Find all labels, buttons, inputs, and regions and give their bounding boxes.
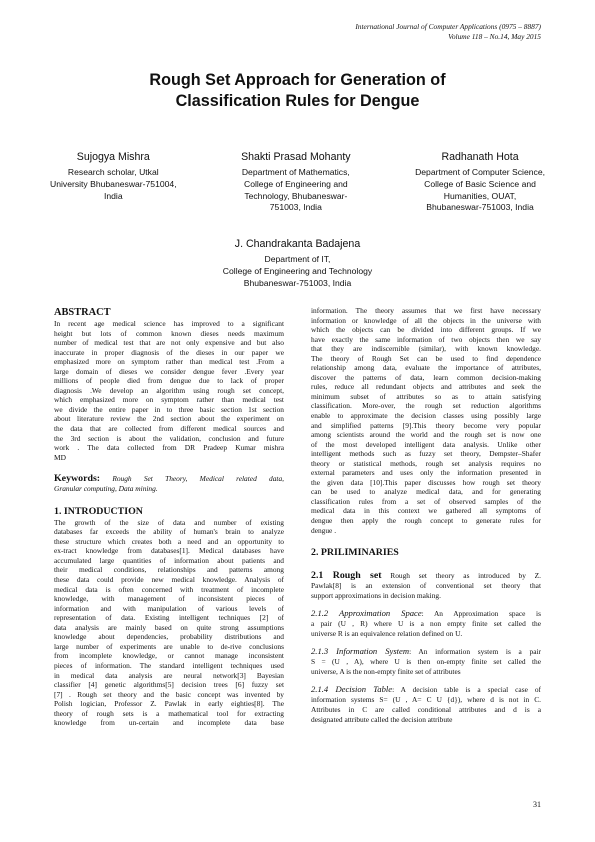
author-name: Sujogya Mishra <box>76 151 150 163</box>
abstract-heading: ABSTRACT <box>54 307 111 318</box>
affiliation-line: Bhubaneswar-751003, India <box>243 277 352 288</box>
rough-set-body <box>311 581 541 600</box>
affiliation-line: College of Engineering and Technology <box>222 265 373 276</box>
text-line: have exactly the same information of two objects then we say <box>311 334 541 344</box>
text-line: information systems S= (U , A= C U {d}), where d is not in C. <box>311 695 541 705</box>
text-line: knowledge, with management of inconsistent pieces of <box>54 594 284 604</box>
decision-table-heading: 2.1.4 Decision Table <box>311 684 393 695</box>
right-column-body <box>311 306 541 535</box>
text-line: that they are indiscernible (similar), with known knowledge. <box>311 344 541 354</box>
abstract-body <box>54 319 284 462</box>
text-line: we divide the entire paper in to three basic section 1st section <box>54 404 284 414</box>
text-line: in medical data analysis are neural network[3] Bayesian <box>54 670 284 680</box>
affiliation-line: Bhubaneswar-751003, India <box>426 202 534 213</box>
text-line: and simplified patterns [9].This theory become very popular <box>311 420 541 430</box>
text-line: MD <box>54 452 66 462</box>
text-line: support approximations in decision making. <box>311 590 441 600</box>
information-system-heading: 2.1.3 Information System <box>311 646 410 657</box>
affiliation-line: Department of Mathematics, <box>241 167 350 177</box>
text-line: dengue then apply the rough concept to generate rules for <box>311 516 541 526</box>
rough-set-first-line <box>311 571 541 581</box>
keywords-text-2: Granular computing, Data mining. <box>54 484 158 494</box>
preliminaries-heading: 2. PRILIMINARIES <box>311 547 399 559</box>
text-line: among scientists around the world and the rough set is now one <box>311 430 541 440</box>
text-line: the data that are collected from different medical sources and <box>54 424 284 434</box>
text-line: discover the patterns of data, learn common decision-making <box>311 372 541 382</box>
text-line: accumulated large quantities of information about patients and <box>54 555 284 565</box>
text-line: The growth of the size of data and number of existing <box>54 517 284 527</box>
text-line: height but lots of common known dieses needs maximum <box>54 328 284 338</box>
text-line: intelligent methods such as fuzzy set theory, Dempster–Shafer <box>311 449 541 459</box>
text-line: from incomplete knowledge, or cannot manage inconsistent <box>54 651 284 661</box>
text-line: classifier [4] genetic algorithms[5] decision trees [6] fuzzy set <box>54 680 284 690</box>
text-line: number of medical test that are not only expensive and but also <box>54 338 284 348</box>
author-3 <box>415 150 545 214</box>
text-line: universe, A is the non-empty finite set of attributes <box>311 666 461 676</box>
affiliation-line: Technology, Bhubaneswar- <box>244 190 348 201</box>
approx-text: : An Approximation space is <box>421 609 541 619</box>
decision-table-body <box>311 695 541 724</box>
text-line: of the most developed intelligent data analysis. Unlike other <box>311 439 541 449</box>
text-line: theory of rough sets is a mathematical tool for extracting <box>54 708 284 718</box>
text-line: relationship among data, evaluate the importance of attributes, <box>311 363 541 373</box>
text-line: designated attribute called the decision attribute <box>311 714 453 724</box>
author-affiliation <box>241 167 351 214</box>
right-column <box>311 306 541 724</box>
text-line: In recent age medical science has improved to a significant <box>54 319 284 328</box>
text-line: their medical conditions, relationships and patterns among <box>54 565 284 575</box>
approximation-space-body <box>311 619 541 638</box>
text-line: knowledge about dependencies, probability distributions and <box>54 632 284 642</box>
text-line: universe R is an equivalence relation defined on U. <box>311 628 463 638</box>
text-line: knowledge from un-certain and incomplete data base <box>54 718 284 728</box>
affiliation-line: 751003, India <box>269 202 322 213</box>
author-name: Radhanath Hota <box>441 151 519 163</box>
text-line: these data could provide new medical knowledge. Analysis of <box>54 575 284 585</box>
text-line: work . The data collected from DR Pradeep Kumar mishra <box>54 443 284 453</box>
page-number: 31 <box>533 800 541 809</box>
affiliation-line: Department of IT, <box>264 254 331 264</box>
journal-name: International Journal of Computer Applications (0975 – 8887) <box>355 22 541 31</box>
paper-title <box>60 70 535 112</box>
text-line: the 3rd section is about the validation, conclusion and future <box>54 433 284 443</box>
text-line: medical data is often concerned with treatment of incomplete <box>54 584 284 594</box>
text-line: classification rules from a set of observed samples of the <box>311 496 541 506</box>
author-affiliation <box>415 167 545 214</box>
info-first-line <box>311 646 541 657</box>
text-line: diagnosis .We develop an algorithm using rough set concept, <box>54 385 284 395</box>
text-line: large domain of dieses we consider dengue fever .Every year <box>54 366 284 376</box>
decision-text: : A decision table is a special case of <box>392 685 541 695</box>
decision-first-line <box>311 684 541 695</box>
text-line: information. The theory assumes that we first have necessary <box>311 306 541 315</box>
text-line: The theory of Rough Set can be used to find dependence <box>311 353 541 363</box>
text-line: a pair (U , R) where U is a non empty finite set called the <box>311 619 541 629</box>
affiliation-line: Research scholar, Utkal <box>67 167 159 177</box>
text-line: Attributes in C are called conditional attributes and d is a <box>311 704 541 714</box>
affiliation-line: University Bhubaneswar-751004, <box>50 178 177 189</box>
information-system-body <box>311 657 541 676</box>
text-line: information and with manipulation of various levels of <box>54 603 284 613</box>
text-line: the given data [10].This paper discusses how rough set theory <box>311 477 541 487</box>
text-line: [7] . Rough set theory and the basic concept was invented by <box>54 689 284 699</box>
journal-volume: Volume 118 – No.14, May 2015 <box>448 32 541 41</box>
author-2 <box>241 150 351 214</box>
text-line: these structure which creates both a need and an opportunity to <box>54 536 284 546</box>
journal-header <box>241 22 541 42</box>
affiliation-line: College of Basic Science and <box>424 178 536 189</box>
rough-set-text: Rough set theory as introduced by Z. <box>390 571 541 581</box>
text-line: minimum subset of attributes so as to attain satisfying <box>311 391 541 401</box>
text-line: about literature review the 2nd section about the experiment on <box>54 414 284 424</box>
text-line: which the objects can be divided into different groups. If we <box>311 325 541 335</box>
keywords-label: Keywords: <box>54 474 101 485</box>
author-block <box>50 150 545 214</box>
introduction-heading: 1. INTRODUCTION <box>54 505 143 517</box>
text-line: external parameters and uses only the information presented in <box>311 468 541 478</box>
author-4 <box>150 237 445 289</box>
text-line: S = (U , A), where U is then on-empty finite set called the <box>311 657 541 667</box>
text-line: ex-tract knowledge from databases[1]. Medical databases have <box>54 546 284 556</box>
title-line-2: Classification Rules for Dengue <box>175 92 420 110</box>
text-line: enable to approximate the decision classes using possibly large <box>311 411 541 421</box>
author-1 <box>50 150 177 214</box>
text-line: information or knowledge of all the objects in the universe with <box>311 315 541 325</box>
affiliation-line: India <box>103 190 123 201</box>
author-name: J. Chandrakanta Badajena <box>234 238 361 250</box>
text-line: Pawlak[8] is an extension of conventional set theory that <box>311 581 541 591</box>
introduction-body <box>54 518 284 728</box>
keywords <box>54 474 284 484</box>
text-line: can be used to analyze medical data, and for generating <box>311 487 541 497</box>
text-line: databases far exceeds the ability of human's brain to analyze <box>54 527 284 537</box>
text-line: data analysis are mainly based on quite strong assumptions <box>54 622 284 632</box>
text-line: millions of people died from dengue due to lack of proper <box>54 376 284 386</box>
author-affiliation <box>150 254 445 289</box>
approximation-space-heading: 2.1.2 Approximation Space <box>311 608 422 619</box>
text-line: dengue . <box>311 525 337 535</box>
text-line: medical data in this context we gathered all symptoms of <box>311 506 541 516</box>
approx-first-line <box>311 608 541 619</box>
info-text: : An information system is a pair <box>409 647 541 657</box>
text-line: theory or statistical methods, rough set analysis requires no <box>311 458 541 468</box>
author-name: Shakti Prasad Mohanty <box>241 151 351 163</box>
text-line: which emphasized more on symptom rather than medical test <box>54 395 284 405</box>
affiliation-line: Humanities, OUAT, <box>443 190 517 201</box>
text-line: Polish logician, Professor Z. Pawlak in early eighties[8]. The <box>54 699 284 709</box>
affiliation-line: College of Engineering and <box>243 178 348 189</box>
text-line: classification. More-over, the rough set reduction algorithms <box>311 401 541 411</box>
rough-set-heading: 2.1 Rough set <box>311 571 382 582</box>
text-line: pieces of information. The standard intelligent techniques used <box>54 660 284 670</box>
title-line-1: Rough Set Approach for Generation of <box>149 71 446 89</box>
keywords-text: Rough Set Theory, Medical related data, <box>112 474 284 484</box>
affiliation-line: Department of Computer Science, <box>415 167 545 177</box>
text-line: emphasized more on symptom rather than medical test .From a <box>54 357 284 367</box>
text-line: rules, reduce all redundant objects and attributes and seek the <box>311 382 541 392</box>
text-line: inaccurate in proper diagnosis of the dieses in our paper we <box>54 347 284 357</box>
text-line: representation of data. Existing intelligent techniques [2] of <box>54 613 284 623</box>
text-line: large number of experiments are unable to de-rive conclusions <box>54 641 284 651</box>
left-column <box>54 306 284 728</box>
author-affiliation <box>50 167 177 202</box>
